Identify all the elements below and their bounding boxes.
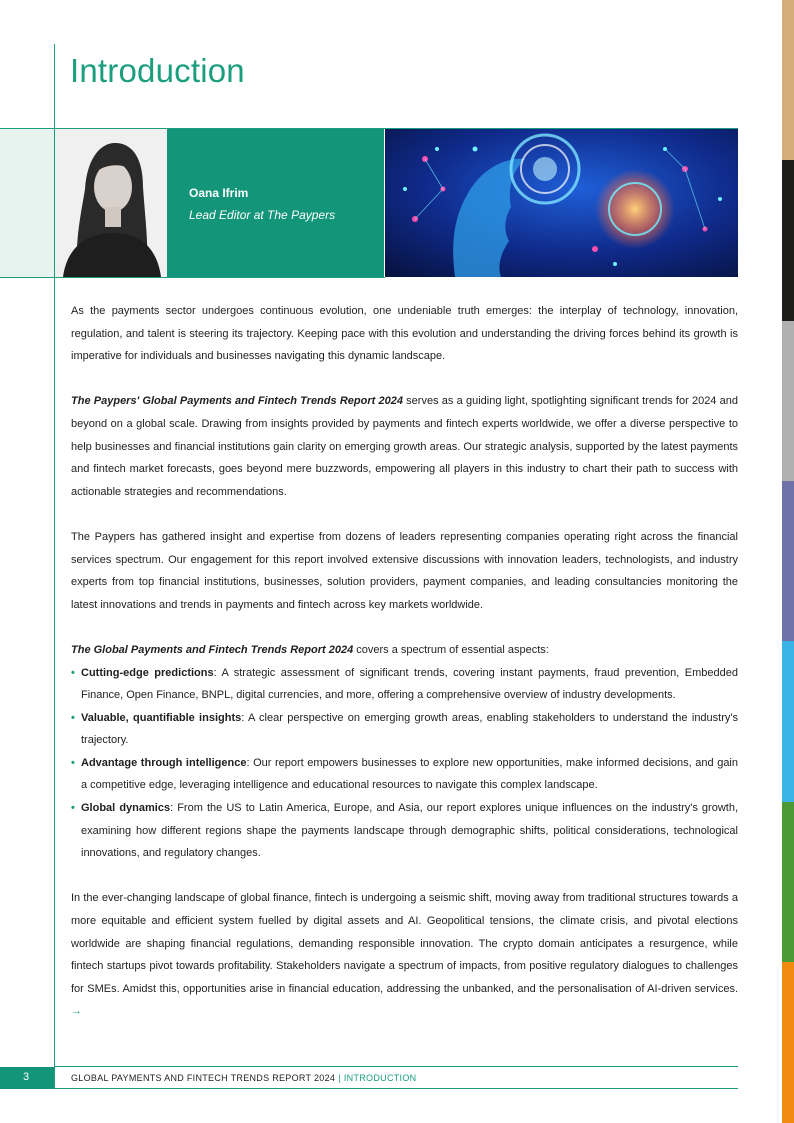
- list-item: [71, 707, 738, 752]
- article-body: [71, 300, 738, 1046]
- intro-paragraph-2-text: serves as a guiding light, spotlighting significant trends for 2024 and beyond on a global scale. Drawing from insights provided by payments and fintech experts worldwide, we offer a diverse perspective to help businesses and financial institutions gain clarity on emerging growth areas. Our strategic analysis, supported by the latest payments and fintech market forecasts, goes beyond mere buzzwords, empowering all players in this industry to chart their path to success with actionable strategies and recommendations.: [71, 395, 738, 498]
- bullet-icon: •: [71, 802, 75, 815]
- author-card: [167, 129, 384, 277]
- list-item-label: Valuable, quantifiable insights: [81, 711, 242, 724]
- list-item-label: Global dynamics: [81, 802, 171, 815]
- list-item-label: Advantage through intelligence: [81, 756, 247, 769]
- list-item: [71, 752, 738, 797]
- color-stripe-blue: [782, 641, 794, 802]
- bullet-icon: •: [71, 711, 75, 724]
- list-item-text: : From the US to Latin America, Europe, and Asia, our report explores unique influences on the industry's growth, examining how different regions shape the payments landscape through demographic shifts, political considerations, technological innovations, and regulatory changes.: [81, 802, 738, 860]
- color-stripe-grey: [782, 321, 794, 481]
- running-footer: [71, 1073, 416, 1083]
- color-stripe-orange: [782, 962, 794, 1123]
- list-item-label: Cutting-edge predictions: [81, 666, 214, 679]
- intro-paragraph-4: [71, 639, 738, 662]
- color-stripe-green: [782, 802, 794, 962]
- report-title-emphasis: The Paypers' Global Payments and Fintech Trends Report 2024: [71, 395, 403, 408]
- page-title: Introduction: [70, 52, 245, 89]
- author-role: Lead Editor at The Paypers: [189, 208, 336, 222]
- intro-paragraph-2: [71, 390, 738, 503]
- intro-paragraph-5: [71, 887, 738, 1023]
- page-number: 3: [23, 1071, 30, 1083]
- intro-paragraph-4-text: covers a spectrum of essential aspects:: [353, 643, 549, 656]
- report-name-emphasis: The Global Payments and Fintech Trends Report 2024: [71, 643, 354, 656]
- intro-paragraph-1: As the payments sector undergoes continuous evolution, one undeniable truth emerges: the interplay of technology, innovation, regulation, and talent is steering its trajectory. Keeping pace with this evolution and understanding the driving forces behind its growth is imperative for individuals and businesses navigating this dynamic landscape.: [71, 305, 738, 363]
- author-photo: [55, 129, 167, 277]
- list-item: [71, 662, 738, 707]
- list-item-text: : A strategic assessment of significant trends, covering instant payments, fraud prevention, Embedded Finance, Open Finance, BNPL, digital currencies, and more, offering a comprehensive overview of industry developments.: [81, 666, 738, 702]
- list-item: [71, 797, 738, 865]
- list-item-text: : Our report empowers businesses to explore new opportunities, make informed decisions, and gain a competitive edge, leveraging intelligence and educational resources to navigate this complex landscape.: [81, 756, 738, 792]
- color-stripe-black: [782, 160, 794, 321]
- ai-hero-image: [385, 129, 738, 277]
- aspects-list: [71, 662, 738, 865]
- bullet-icon: •: [71, 756, 75, 769]
- list-item-text: : A clear perspective on emerging growth areas, enabling stakeholders to understand the industry's trajectory.: [81, 711, 738, 747]
- page-number-badge: [0, 1067, 54, 1089]
- footer-bottom-rule: [54, 1088, 738, 1089]
- header-left-tint: [0, 129, 54, 277]
- color-stripe-purple: [782, 481, 794, 641]
- intro-paragraph-3: The Paypers has gathered insight and expertise from dozens of leaders representing companies operating right across the financial services spectrum. Our engagement for this report involved extensive discussions with innovation leaders, technologists, and industry experts from top financial institutions, businesses, solution providers, payment companies, and leading consultancies monitoring the latest innovations and trends in payments and fintech across key markets worldwide.: [71, 530, 738, 611]
- author-name: Oana Ifrim: [189, 186, 249, 200]
- bullet-icon: •: [71, 666, 75, 679]
- footer-separator: |: [338, 1073, 341, 1083]
- header-bottom-rule: [0, 277, 385, 278]
- footer-section-name: INTRODUCTION: [343, 1073, 417, 1083]
- footer-report-title: GLOBAL PAYMENTS AND FINTECH TRENDS REPORT 2024: [71, 1073, 336, 1083]
- continue-arrow-icon[interactable]: →: [71, 1005, 82, 1018]
- footer-top-rule: [54, 1066, 738, 1067]
- intro-paragraph-5-text: In the ever-changing landscape of global finance, fintech is undergoing a seismic shift, moving away from traditional structures towards a more equitable and efficient system fuelled by digital assets and AI. Geopolitical tensions, the climate crisis, and pivotal elections worldwide are shaping financial regulations, demanding responsible innovation. The crypto domain anticipates a resurgence, while fintech startups pivot towards profitability. Stakeholders navigate a spectrum of impacts, from positive regulatory dialogues to challenges for SMEs. Amidst this, opportunities arise in financial education, addressing the unbanked, and the personalisation of AI-driven services.: [71, 892, 738, 995]
- color-stripe-tan: [782, 0, 794, 160]
